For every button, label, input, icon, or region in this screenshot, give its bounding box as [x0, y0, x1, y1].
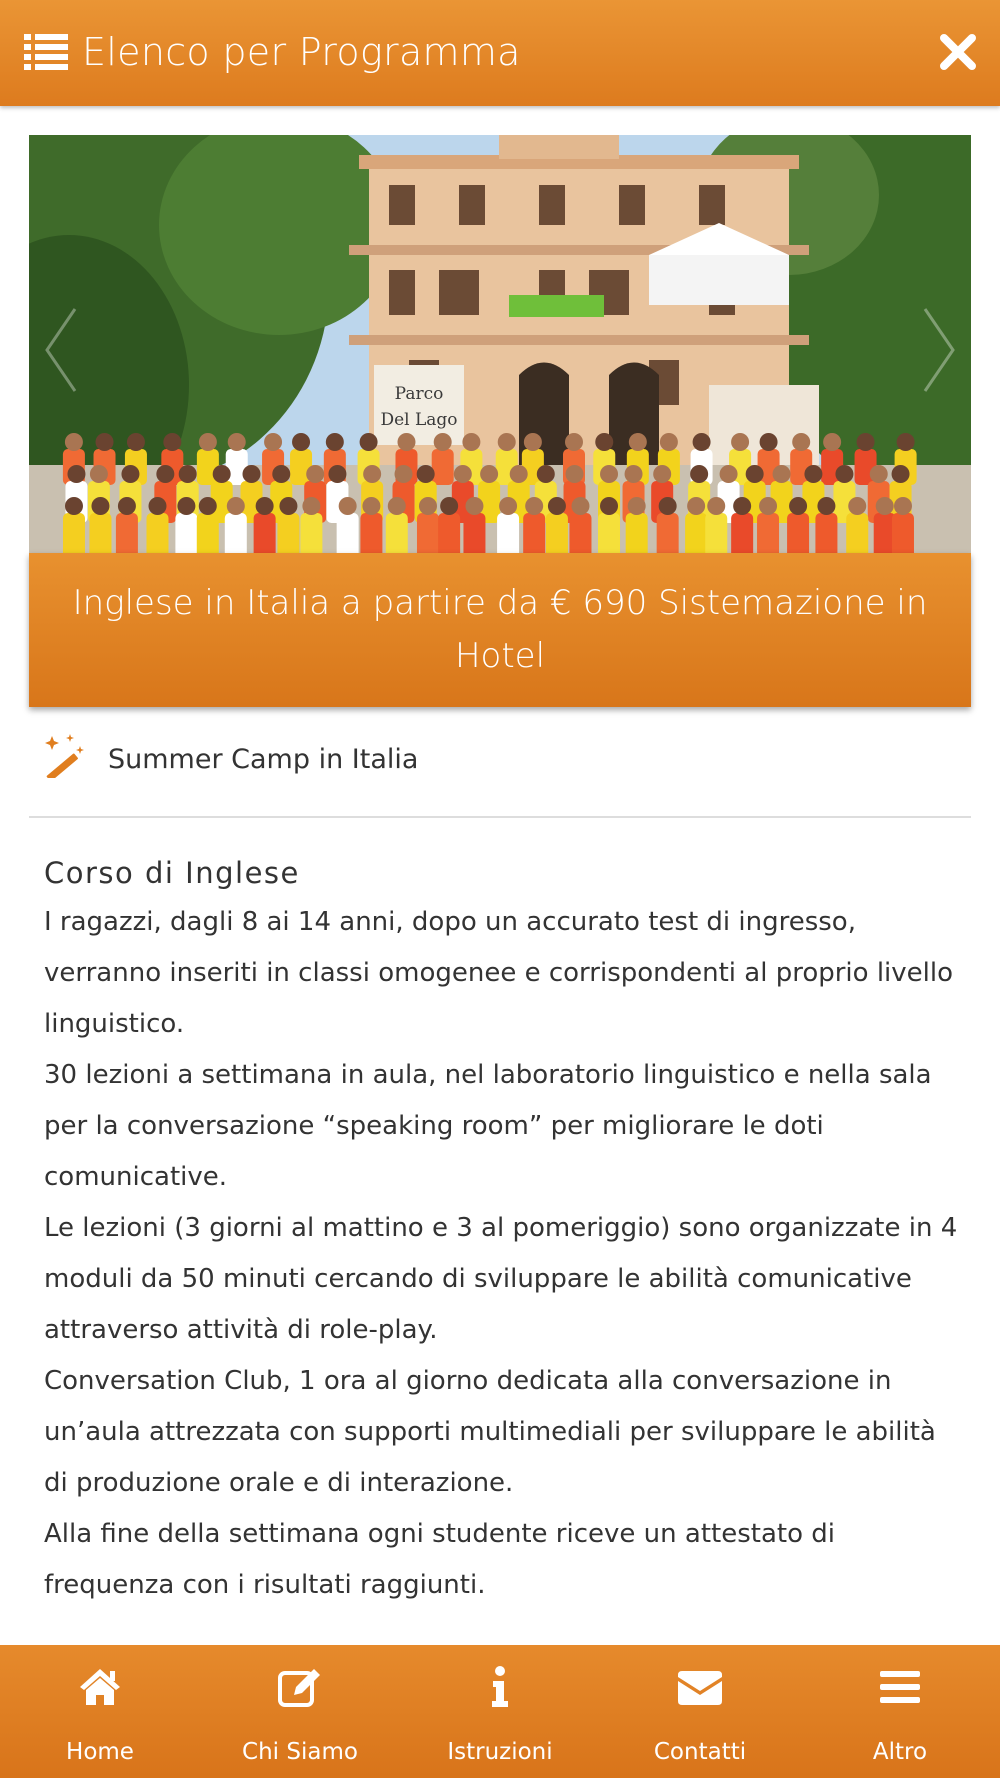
child-head [363, 465, 381, 483]
child-head [848, 497, 866, 515]
child-head [897, 433, 915, 451]
child-figure [546, 513, 568, 553]
program-photo [29, 135, 971, 553]
child-head [498, 433, 516, 451]
child-head [228, 433, 246, 451]
envelope-icon [676, 1663, 724, 1711]
child-head [256, 497, 274, 515]
child-head [746, 465, 764, 483]
bottom-nav [0, 1645, 1000, 1778]
child-figure [116, 513, 138, 553]
child-figure [523, 513, 545, 553]
child-head [177, 497, 195, 515]
child-figure [360, 513, 382, 553]
child-head [731, 433, 749, 451]
child-head [792, 433, 810, 451]
child-head [326, 433, 344, 451]
child-head [454, 465, 472, 483]
child-head [499, 497, 517, 515]
child-head [707, 497, 725, 515]
child-figure [463, 513, 485, 553]
child-head [440, 497, 458, 515]
child-head [264, 433, 282, 451]
child-head [302, 497, 320, 515]
child-head [121, 465, 139, 483]
program-category [42, 732, 942, 782]
child-head [163, 433, 181, 451]
nav-label: Contatti [653, 1739, 747, 1765]
child-figure [497, 513, 519, 553]
nav-istruzioni[interactable] [400, 1645, 600, 1778]
child-head [417, 465, 435, 483]
child-figure [438, 513, 460, 553]
sign-text-1: Parco [394, 384, 444, 404]
child-head [595, 433, 613, 451]
program-title-bar [29, 553, 971, 707]
child-head [760, 433, 778, 451]
slider-prev-icon[interactable] [41, 305, 81, 395]
child-head [118, 497, 136, 515]
child-figure [225, 513, 247, 553]
child-head [823, 433, 841, 451]
child-head [480, 465, 498, 483]
nav-label: Istruzioni [447, 1739, 553, 1765]
child-head [804, 465, 822, 483]
child-figure [731, 513, 753, 553]
child-head [759, 497, 777, 515]
child-head [148, 497, 166, 515]
child-figure [846, 513, 868, 553]
child-head [773, 465, 791, 483]
child-head [600, 465, 618, 483]
child-figure [254, 513, 276, 553]
child-head [272, 465, 290, 483]
child-head [339, 497, 357, 515]
child-figure [197, 513, 219, 553]
nav-contatti[interactable] [600, 1645, 800, 1778]
bars-icon [876, 1663, 924, 1711]
child-head [91, 497, 109, 515]
child-figure [300, 513, 322, 553]
child-figure [626, 513, 648, 553]
divider [29, 816, 971, 818]
child-head [524, 433, 542, 451]
app-header [0, 0, 1000, 106]
close-icon[interactable] [938, 32, 978, 72]
child-head [67, 465, 85, 483]
child-head [600, 497, 618, 515]
child-head [156, 465, 174, 483]
home-icon [76, 1663, 124, 1711]
nav-label: Altro [872, 1739, 928, 1765]
child-head [434, 433, 452, 451]
child-head [213, 465, 231, 483]
child-figure [598, 513, 620, 553]
child-head [510, 465, 528, 483]
slider-next-icon[interactable] [919, 305, 959, 395]
sign-text-2: Del Lago [380, 410, 458, 430]
child-head [566, 465, 584, 483]
child-head [835, 465, 853, 483]
magic-wand-icon [42, 734, 86, 778]
child-head [565, 433, 583, 451]
child-head [279, 497, 297, 515]
child-figure [432, 449, 454, 485]
child-head [419, 497, 437, 515]
child-head [292, 433, 310, 451]
child-head [306, 465, 324, 483]
child-head [817, 497, 835, 515]
paragraph: Alla fine della settimana ogni studente riceve un attestato di frequenza con i risultati raggiunti. [44, 1519, 835, 1600]
child-head [693, 433, 711, 451]
child-head [537, 465, 555, 483]
child-head [660, 433, 678, 451]
info-icon [476, 1663, 524, 1711]
edit-icon [276, 1663, 324, 1711]
child-head [876, 497, 894, 515]
child-figure [417, 513, 439, 553]
child-head [525, 497, 543, 515]
child-head [199, 433, 217, 451]
child-head [733, 497, 751, 515]
child-figure [815, 513, 837, 553]
child-head [653, 465, 671, 483]
child-head [789, 497, 807, 515]
child-figure [657, 513, 679, 553]
child-figure [787, 513, 809, 553]
child-head [628, 497, 646, 515]
child-head [629, 433, 647, 451]
child-head [465, 497, 483, 515]
child-head [65, 433, 83, 451]
paragraph: 30 lezioni a settimana in aula, nel laboratorio linguistico e nella sala per la conversazione “speaking room” per migliorare le doti comunicative. [44, 1060, 932, 1192]
child-figure [277, 513, 299, 553]
child-figure [757, 513, 779, 553]
child-figure [226, 449, 248, 485]
nav-home[interactable] [0, 1645, 200, 1778]
child-head [227, 497, 245, 515]
child-figure [146, 513, 168, 553]
child-figure [685, 513, 707, 553]
child-head [242, 465, 260, 483]
child-head [870, 465, 888, 483]
nav-altro[interactable] [800, 1645, 1000, 1778]
child-head [395, 465, 413, 483]
paragraph: I ragazzi, dagli 8 ai 14 anni, dopo un accurato test di ingresso, verranno inseriti in classi omogenee e corrispondenti al proprio livello linguistico. [44, 907, 954, 1039]
child-head [548, 497, 566, 515]
nav-chi-siamo[interactable] [200, 1645, 400, 1778]
nav-label: Home [66, 1739, 134, 1765]
paragraph: Conversation Club, 1 ora al giorno dedicata alla conversazione in un’aula attrezzata con supporti multimediali per sviluppare le abilità di produzione orale e di interazione. [44, 1366, 936, 1498]
child-head [179, 465, 197, 483]
child-figure [89, 513, 111, 553]
child-head [571, 497, 589, 515]
child-head [894, 497, 912, 515]
child-head [90, 465, 108, 483]
child-head [397, 433, 415, 451]
child-head [659, 497, 677, 515]
child-head [690, 465, 708, 483]
child-head [328, 465, 346, 483]
page-title: Elenco per Programma [82, 30, 521, 74]
section-heading: Corso di Inglese [44, 856, 300, 890]
child-head [199, 497, 217, 515]
child-head [625, 465, 643, 483]
child-head [687, 497, 705, 515]
child-figure [63, 513, 85, 553]
child-head [360, 433, 378, 451]
child-head [720, 465, 738, 483]
list-icon[interactable] [24, 34, 68, 70]
child-figure [386, 513, 408, 553]
child-head [96, 433, 114, 451]
child-head [388, 497, 406, 515]
child-figure [892, 513, 914, 553]
nav-label: Chi Siamo [242, 1739, 358, 1765]
child-figure [175, 513, 197, 553]
category-label: Summer Camp in Italia [108, 744, 419, 775]
child-head [362, 497, 380, 515]
program-description [44, 853, 964, 1611]
child-head [857, 433, 875, 451]
child-head [65, 497, 83, 515]
child-figure [705, 513, 727, 553]
program-title: Inglese in Italia a partire da € 690 Sistemazione in Hotel [72, 583, 928, 676]
child-figure [569, 513, 591, 553]
child-figure [337, 513, 359, 553]
child-head [462, 433, 480, 451]
child-head [127, 433, 145, 451]
paragraph: Le lezioni (3 giorni al mattino e 3 al pomeriggio) sono organizzate in 4 moduli da 50 minuti cercando di sviluppare le abilità comunicative attraverso attività di role-play. [44, 1213, 958, 1345]
image-slider[interactable] [29, 135, 971, 553]
child-head [892, 465, 910, 483]
